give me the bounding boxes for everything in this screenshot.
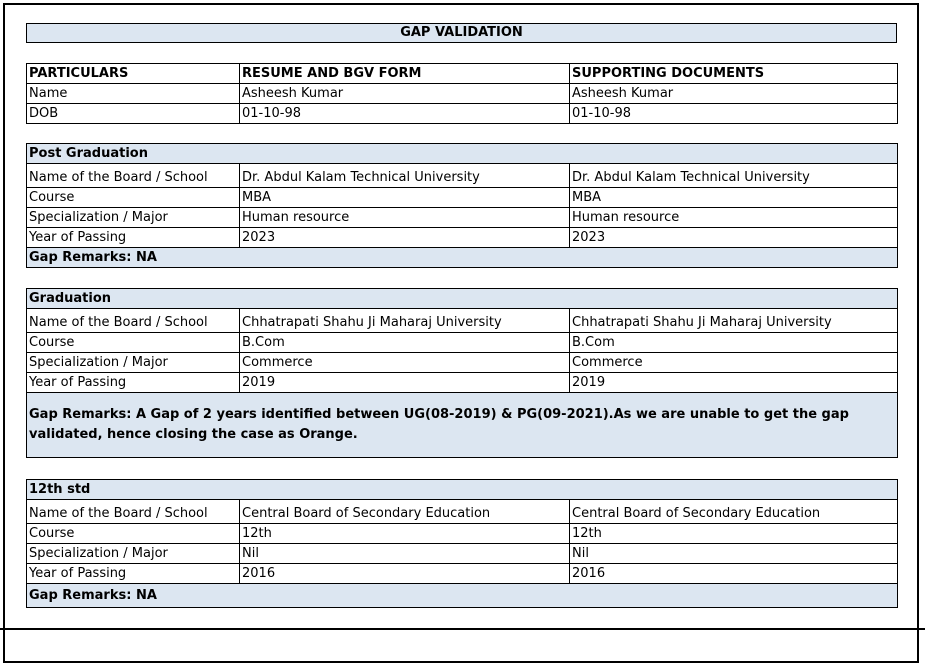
row-label: Year of Passing (27, 564, 240, 584)
table-row (27, 500, 898, 524)
gap-remarks: Gap Remarks: A Gap of 2 years identified between UG(08-2019) & PG(09-2021).As we are unable to get the gap validated, hence closing the case as Orange. (27, 393, 898, 458)
row-label: Course (27, 333, 240, 353)
row-label: DOB (27, 104, 240, 124)
table-row (27, 564, 898, 584)
docs-value: 2019 (570, 373, 898, 393)
row-label: Name of the Board / School (27, 500, 240, 524)
header-supporting-docs: SUPPORTING DOCUMENTS (570, 64, 898, 84)
graduation-table (26, 288, 898, 458)
resume-value: MBA (240, 188, 570, 208)
section-heading: Graduation (27, 289, 898, 309)
row-label: Name (27, 84, 240, 104)
page-title: GAP VALIDATION (26, 23, 897, 43)
resume-value: 2023 (240, 228, 570, 248)
resume-value: B.Com (240, 333, 570, 353)
resume-value: Human resource (240, 208, 570, 228)
table-row (27, 104, 898, 124)
docs-value: Chhatrapati Shahu Ji Maharaj University (570, 309, 898, 333)
particulars-table (26, 63, 898, 124)
resume-value: Central Board of Secondary Education (240, 500, 570, 524)
row-label: Name of the Board / School (27, 164, 240, 188)
section-heading: 12th std (27, 480, 898, 500)
section-heading-row (27, 144, 898, 164)
docs-value: Commerce (570, 353, 898, 373)
section-heading: Post Graduation (27, 144, 898, 164)
row-label: Specialization / Major (27, 353, 240, 373)
section-heading-row (27, 289, 898, 309)
gap-remarks-row (27, 248, 898, 268)
docs-value: 2016 (570, 564, 898, 584)
gap-remarks-row (27, 584, 898, 608)
resume-value: Commerce (240, 353, 570, 373)
resume-value: 2019 (240, 373, 570, 393)
bottom-divider (0, 628, 925, 630)
resume-value: 2016 (240, 564, 570, 584)
docs-value: Human resource (570, 208, 898, 228)
docs-value: 2023 (570, 228, 898, 248)
table-row (27, 373, 898, 393)
docs-value: 12th (570, 524, 898, 544)
table-row (27, 164, 898, 188)
twelfth-std-table (26, 479, 898, 608)
table-row (27, 544, 898, 564)
docs-value: Nil (570, 544, 898, 564)
table-row (27, 309, 898, 333)
docs-value: Dr. Abdul Kalam Technical University (570, 164, 898, 188)
resume-value: 12th (240, 524, 570, 544)
header-particulars: PARTICULARS (27, 64, 240, 84)
table-row (27, 208, 898, 228)
row-label: Course (27, 524, 240, 544)
header-resume: RESUME AND BGV FORM (240, 64, 570, 84)
table-row (27, 353, 898, 373)
section-heading-row (27, 480, 898, 500)
table-row (27, 188, 898, 208)
gap-remarks-row (27, 393, 898, 458)
docs-value: 01-10-98 (570, 104, 898, 124)
resume-value: Chhatrapati Shahu Ji Maharaj University (240, 309, 570, 333)
docs-value: Asheesh Kumar (570, 84, 898, 104)
gap-remarks: Gap Remarks: NA (27, 248, 898, 268)
table-row (27, 524, 898, 544)
row-label: Specialization / Major (27, 544, 240, 564)
row-label: Year of Passing (27, 373, 240, 393)
resume-value: Nil (240, 544, 570, 564)
row-label: Name of the Board / School (27, 309, 240, 333)
docs-value: Central Board of Secondary Education (570, 500, 898, 524)
row-label: Year of Passing (27, 228, 240, 248)
docs-value: B.Com (570, 333, 898, 353)
header-row (27, 64, 898, 84)
gap-remarks: Gap Remarks: NA (27, 584, 898, 608)
resume-value: 01-10-98 (240, 104, 570, 124)
table-row (27, 333, 898, 353)
resume-value: Asheesh Kumar (240, 84, 570, 104)
docs-value: MBA (570, 188, 898, 208)
row-label: Course (27, 188, 240, 208)
resume-value: Dr. Abdul Kalam Technical University (240, 164, 570, 188)
post-graduation-table (26, 143, 898, 268)
table-row (27, 228, 898, 248)
row-label: Specialization / Major (27, 208, 240, 228)
table-row (27, 84, 898, 104)
